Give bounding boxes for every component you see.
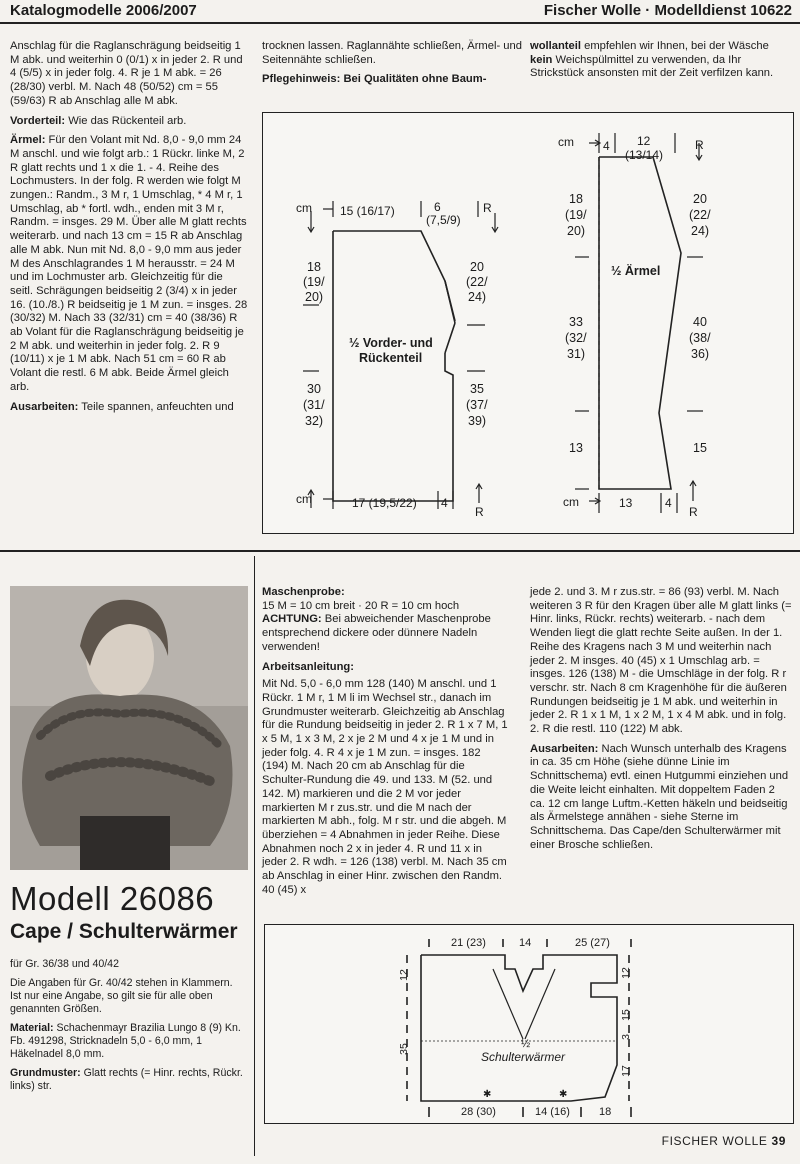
d2-rm-1: (38/: [689, 331, 711, 345]
d1-lu-2: 20): [305, 290, 324, 304]
material-text: Schachenmayr Brazilia Lungo 8 (9) Kn. Fb. 491298, Stricknadeln 5,0 - 6,0 mm, 1 Häkelnadel 8,0 mm.: [10, 1022, 241, 1060]
photo-svg: [10, 586, 248, 870]
grundmuster-text: Glatt rechts (= Hinr. rechts, Rückr. links) str.: [10, 1067, 243, 1092]
d2-lu-0: 18: [569, 192, 583, 206]
d3-bottom-0: 28 (30): [461, 1106, 496, 1118]
d2-bottom-4: 4: [665, 496, 672, 510]
care-kein: kein: [530, 53, 553, 66]
aermel-paragraph: [10, 134, 248, 394]
d3-top-1: 14: [519, 937, 532, 949]
d2-top-cm: cm: [558, 135, 574, 149]
d3-top-2: 25 (27): [575, 937, 610, 949]
d1-bottom-cm: cm: [296, 492, 312, 506]
d3-star-right: ✱: [559, 1089, 568, 1100]
pflege-paragraph: [262, 73, 526, 87]
instructions-column-1: [10, 40, 248, 420]
aermel-text: Für den Volant mit Nd. 8,0 - 9,0 mm 24 M anschl. und wie folgt arb.: 1 Rückr. linke M, 2 R glatt rechts und 1 x die 1. - 4. Reihe des Lochmusters. In der folg. R werden wie folgt M zungen.: Randm., 3 M r, 1 Umschlag, * 4 M r, 1 Umschlag, ab * fortl. wdh., enden mit 3 M r, Randm. = insges. 29 M. Über alle M glatt rechts weiterarb. und nach 13 cm = 15 R ab Anschlag alle M abk. Nun mit Nd. 8,0 - 9,0 mm aus jeder M des Anschlagrandes 1 M herausstr. = 24 M und im Lochmuster arb. Gleichzeitig für die seitl. Schrägungen beidseitig 2 (3/4) x in jeder 16. (10./8.) R beidseitig je 1 M zun. = insges. 28 (30/32) M. Nach 33 (32/31) cm = 40 (38/36) R ab Volant für die Raglanschrägung beidseitig je 2 M abk. und weiterhin in jeder folg. 2. R 9 (10/11) x je 1 M abk. Nach 51 cm = 60 R ab Volant die restl. 6 M abk. Beide Ärmel gleich arb.: [10, 134, 248, 393]
cape-instructions: [262, 586, 508, 903]
d2-top-12: 12: [637, 134, 651, 148]
vorderteil-text: Wie das Rückenteil arb.: [65, 114, 187, 127]
cape-ausarbeiten-label: Ausarbeiten:: [530, 742, 599, 755]
d2-top-12b: (13/14): [625, 148, 664, 162]
d1-ru-1: (22/: [466, 275, 488, 289]
d1-lu-1: (19/: [303, 275, 325, 289]
d1-top-width: 15 (16/17): [340, 204, 395, 218]
d3-left-1: 35: [398, 1043, 410, 1055]
page-number: 39: [771, 1134, 786, 1148]
vorderteil-paragraph: [10, 115, 248, 129]
d2-right-mid: [689, 315, 714, 361]
sizes: für Gr. 36/38 und 40/42: [10, 958, 119, 970]
d3-right-0: 12: [620, 967, 632, 979]
care-paragraph: [530, 40, 792, 81]
d1-right-upper: [466, 260, 491, 304]
d1-bottom-width: 17 (19,5/22): [352, 496, 417, 510]
care-bold: wollanteil: [530, 40, 581, 52]
d1-ru-0: 20: [470, 260, 484, 274]
d3-half: ½: [521, 1038, 531, 1050]
footer-brand: FISCHER WOLLE: [661, 1134, 768, 1148]
achtung: [262, 613, 508, 654]
d2-rm-2: 36): [691, 347, 710, 361]
pflege-label: Pflegehinweis:: [262, 73, 341, 86]
d1-label-2: Rückenteil: [359, 351, 423, 365]
achtung-label: ACHTUNG:: [262, 613, 322, 626]
d2-bottom-13: 13: [619, 496, 633, 510]
d1-left-lower: [303, 382, 328, 428]
collar-paragraph: jede 2. und 3. M r zus.str. = 86 (93) verbl. M. Nach weiteren 3 R für den Kragen über alle M glatt links (= Hinr. links, Rückr. rechts) weiterarb. - nach dem Wenden liegt die glatt rechte Seite außen. In der 1. Reihe des Kragens nach 3 M und weiterhin nach jeder 2. M insges. 40 (45) x 1 Umschlag arb. = insges. 126 (138) M - die Umschläge in der folg. R r verschr. str. Nach 8 cm Kragenhöhe für die äußeren Rundungen beidseitig je 1 M abk. und weiterhin in jeder 2. R 1 x 1 M, 1 x 2 M, 1 x 4 M abk. und in folg. 2. R die restl. 110 (122) M abk.: [530, 586, 792, 736]
grundmuster-label: Grundmuster:: [10, 1067, 81, 1079]
d1-bottom-4: 4: [441, 496, 448, 510]
page-footer: [662, 1134, 786, 1148]
sizes-note: Die Angaben für Gr. 40/42 stehen in Klammern. Ist nur eine Angabe, so gilt sie für alle oben genannten Größen.: [10, 977, 233, 1015]
d1-ll-2: 32): [305, 414, 324, 428]
d2-left-mid: [565, 315, 590, 361]
section-divider: [0, 550, 800, 552]
maschen-label: Maschenprobe:: [262, 586, 345, 598]
cape-ausarbeiten: [530, 743, 792, 853]
d3-bottom-1: 14 (16): [535, 1106, 570, 1118]
d1-ll-0: 30: [307, 382, 321, 396]
d2-ru-2: 24): [691, 224, 710, 238]
d2-right-upper: [689, 192, 714, 238]
care-text-1: empfehlen wir Ihnen, bei der Wäsche: [580, 40, 769, 52]
ausarbeiten-label: Ausarbeiten:: [10, 400, 79, 413]
body-piece: [333, 231, 455, 501]
header-left: Katalogmodelle 2006/2007: [10, 2, 197, 19]
model-photo: [10, 586, 248, 870]
ausarbeiten-paragraph: [10, 401, 248, 415]
cape-ausarbeiten-text: Nach Wunsch unterhalb des Kragens in ca. 35 cm Höhe (siehe dünne Linie im Schnittschema) evtl. einen Hutgummi einziehen und die Weite leicht einhalten. Mit doppeltem Faden 2 ca. 12 cm lange Luftm.-Ketten häkeln und beidseitig als Ärmelstege annähen - siehe Sterne im Schnittschema. Das Cape/den Schulterwärmer mit einer Brosche schließen.: [530, 742, 789, 851]
schematic-svg-1: [263, 113, 793, 533]
cape-outline: [421, 955, 617, 1101]
d1-left-upper: [303, 260, 328, 304]
d1-rl-2: 39): [468, 414, 487, 428]
model-subtitle: Cape / Schulterwärmer: [10, 920, 238, 943]
column-divider: [254, 556, 255, 1156]
model-details: [10, 958, 246, 1099]
d2-ru-0: 20: [693, 192, 707, 206]
d3-right-3: 17: [620, 1065, 632, 1077]
d2-top-r: R: [695, 138, 704, 152]
d3-left-0: 12: [398, 969, 410, 981]
d1-ll-1: (31/: [303, 398, 325, 412]
d1-top-6b: (7,5/9): [426, 213, 461, 227]
d1-top-6: 6: [434, 200, 441, 214]
d2-lu-1: (19/: [565, 208, 587, 222]
d3-label: Schulterwärmer: [481, 1050, 566, 1064]
material-label: Material:: [10, 1022, 54, 1034]
d2-label: ½ Ärmel: [611, 264, 661, 278]
raglan-paragraph: Anschlag für die Raglanschrägung beidseitig 1 M abk. und weiterhin 0 (0/1) x in jeder 2. R und 4 (5/5) x in jeder folg. 4. R je 1 M abk. = 26 (28/30) verbl. M. Nach 48 (50/52) cm = 55 (59/63) R ab Anschlag alle M abk.: [10, 40, 243, 107]
instructions-column-3: [530, 40, 792, 87]
schematic-svg-2: [265, 925, 793, 1123]
d2-top-4: 4: [603, 139, 610, 153]
maschen-label-line: [262, 586, 508, 600]
cape-instructions-cont: [530, 586, 792, 858]
d2-bottom-cm: cm: [563, 495, 579, 509]
d1-bottom-r: R: [475, 505, 484, 519]
pflege-text: Bei Qualitäten ohne Baum-: [340, 73, 487, 86]
d1-top-r: R: [483, 201, 492, 215]
d1-top-cm: cm: [296, 201, 312, 215]
d1-lu-0: 18: [307, 260, 321, 274]
care-text-2: Weichspülmittel zu verwenden, da Ihr Strickstück ansonsten mit der Zeit verfilzen kann.: [530, 53, 774, 80]
d3-top-0: 21 (23): [451, 937, 486, 949]
header-right: Fischer Wolle · Modelldienst 10622: [543, 2, 792, 19]
ausarbeiten-text: Teile spannen, anfeuchten und: [78, 400, 234, 413]
d3-star-left: ✱: [483, 1089, 492, 1100]
seams-paragraph: trocknen lassen. Raglannähte schließen, Ärmel- und Seitennähte schließen.: [262, 40, 522, 66]
d3-bottom-2: 18: [599, 1106, 612, 1118]
d1-right-lower: [466, 382, 491, 428]
aermel-label: Ärmel:: [10, 134, 46, 147]
schematic-box-1: [262, 112, 794, 534]
d1-ru-2: 24): [468, 290, 487, 304]
maschen-text: 15 M = 10 cm breit · 20 R = 10 cm hoch: [262, 599, 460, 612]
d1-label: [349, 336, 436, 365]
sleeve-piece: [599, 157, 681, 489]
d2-lm-1: (32/: [565, 331, 587, 345]
d2-ru-1: (22/: [689, 208, 711, 222]
d1-label-1: ½ Vorder- und: [349, 336, 433, 350]
grundmuster: [10, 1067, 246, 1093]
arbeit-label-line: [262, 661, 508, 675]
d2-bottom-r: R: [689, 505, 698, 519]
arbeit-label: Arbeitsanleitung:: [262, 660, 354, 673]
vorderteil-label: Vorderteil:: [10, 114, 66, 127]
achtung-text: Bei abweichender Maschenprobe entsprechend dickere oder dünnere Nadeln verwenden!: [262, 613, 491, 653]
d1-rl-1: (37/: [466, 398, 488, 412]
d3-right-1: 15: [620, 1009, 632, 1021]
d1-rl-0: 35: [470, 382, 484, 396]
d3-right-2: 3: [620, 1034, 632, 1040]
d2-lm-2: 31): [567, 347, 586, 361]
arbeit-text: Mit Nd. 5,0 - 6,0 mm 128 (140) M anschl. und 1 Rückr. 1 M r, 1 M li im Wechsel str., danach im Grundmuster weiterarb. Gleichzeitig ab Anschlag für die Rundung beidseitig in jeder 2. R 1 x 7 M, 1 x 5 M, 1 x 3 M, 2 x je 2 M und 4 x je 1 M und in jeder folg. 4. R 4 x je 1 M zun. = insges. 182 (194) M. Nach 20 cm ab Anschlag für die Schulter-Rundung die 49. und 133. M (52. und 142. M) markieren und die 2 M vor jeder markierten M r zus.str. und die M nach der markierten M abh., folg. M r str. und die abgeh. M überziehen = 4 Abnahmen in jeder Reihe. Diese Abnahmen noch 2 x in jeder 4. R und 11 x in jeder 2. R wdh. = 126 (138) verbl. M. Nach 35 cm ab Anschlag in einer Hinr. zwischen den Randm. 40 (45) x: [262, 678, 508, 896]
d2-lm-0: 33: [569, 315, 583, 329]
instructions-column-2: [262, 40, 526, 93]
d2-left-upper: [565, 192, 590, 238]
d2-left-low: 13: [569, 441, 583, 455]
material: [10, 1022, 246, 1061]
d2-rm-0: 40: [693, 315, 707, 329]
model-title: Modell 26086: [10, 880, 215, 917]
d2-lu-2: 20): [567, 224, 586, 238]
d2-right-low: 15: [693, 441, 707, 455]
schematic-box-2: [264, 924, 794, 1124]
